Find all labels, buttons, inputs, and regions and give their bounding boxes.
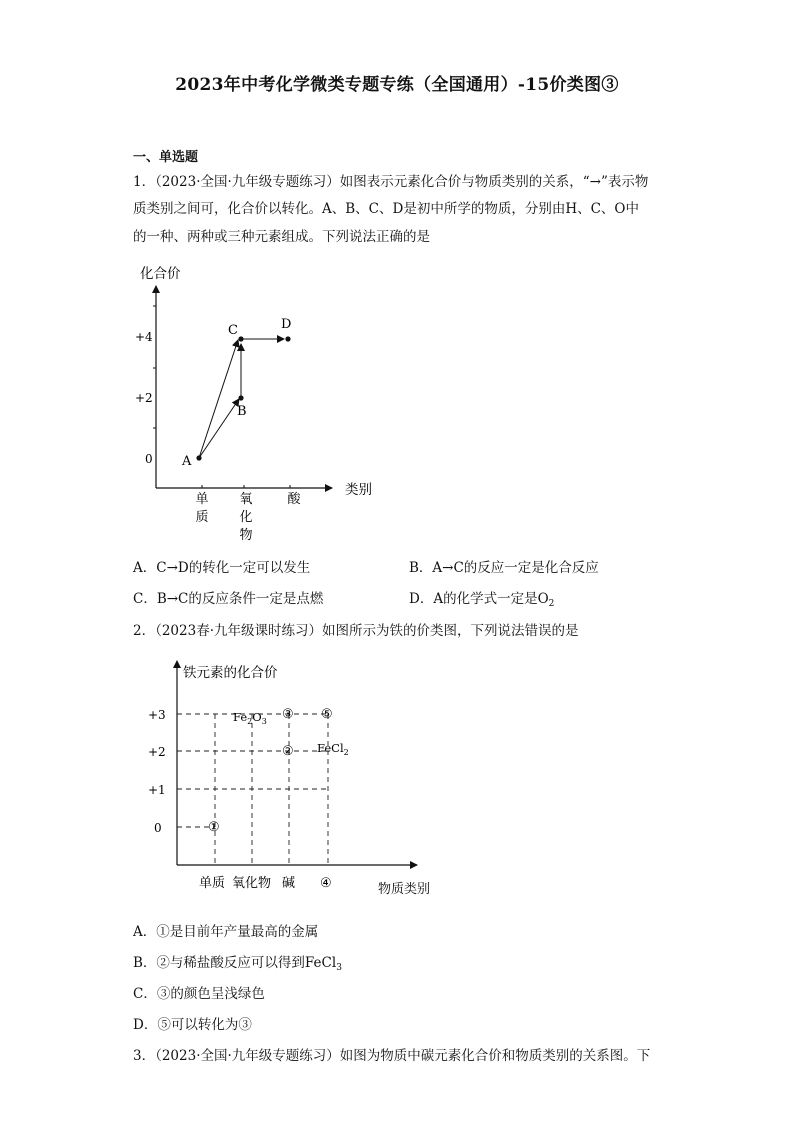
q1-stem-line2: 质类别之间可，化合价以转化。A、B、C、D是初中所学的物质，分别由H、C、O中 [133, 201, 639, 217]
document-title: 2023年中考化学微类专题专练（全国通用）-15价类图③ [175, 75, 619, 95]
q1-option-b[interactable]: B．A→C的反应一定是化合反应 [409, 560, 599, 576]
q1-x-tick-acid: 酸 [287, 492, 301, 507]
q2-stem: 2．（2023春·九年级课时练习）如图所示为铁的价类图，下列说法错误的是 [133, 623, 579, 639]
q1-y-tick-0: 0 [145, 452, 153, 466]
q3-stem: 3．（2023·全国·九年级专题练习）如图为物质中碳元素化合价和物质类别的关系图。下 [133, 1048, 651, 1064]
q1-point-a-label: A [182, 454, 192, 469]
q2-mark-3: ③ [282, 707, 294, 722]
q1-stem-line1: 1．（2023·全国·九年级专题练习）如图表示元素化合价与物质类别的关系，“→”表示物 [133, 174, 649, 190]
q2-mark-1: ① [208, 820, 220, 835]
q2-fecl2-label: FeCl$_2$ [317, 741, 349, 757]
q2-y-tick-0: 0 [154, 821, 162, 835]
q2-y-tick-plus1: +1 [148, 783, 166, 797]
q1-x-tick-oxide: 氧化物 [239, 492, 253, 543]
q1-point-d-label: D [281, 317, 292, 332]
q1-arrow-a-to-b [199, 399, 239, 458]
q1-point-c [238, 336, 243, 341]
q1-point-b-label: B [237, 404, 247, 419]
q1-point-a [196, 455, 201, 460]
q2-option-b-sub: 3 [336, 963, 342, 973]
q2-option-b-text: B．②与稀盐酸反应可以得到FeCl [133, 955, 337, 971]
q2-iron-valence-chart [140, 655, 450, 895]
q2-option-a[interactable]: A．①是目前年产量最高的金属 [133, 924, 319, 940]
q1-point-d [285, 336, 290, 341]
q1-y-tick-plus2: +2 [135, 391, 153, 405]
q2-x-tick-base: 碱 [282, 876, 296, 891]
q2-option-c[interactable]: C．③的颜色呈浅绿色 [133, 986, 265, 1002]
q1-arrow-a-to-c [199, 340, 238, 458]
q1-stem-line3: 的一种、两种或三种元素组成。下列说法正确的是 [133, 229, 430, 245]
q2-option-b[interactable] [133, 951, 342, 973]
q2-y-axis-label: 铁元素的化合价 [183, 665, 278, 681]
q2-mark-2: ② [282, 744, 294, 759]
q2-x-tick-oxide: 氧化物 [232, 876, 272, 891]
q2-mark-5: ⑤ [321, 707, 333, 722]
q2-x-axis-label: 物质类别 [378, 882, 431, 897]
q2-option-d[interactable]: D．⑤可以转化为③ [133, 1017, 252, 1033]
q2-x-tick-elemental: 单质 [199, 876, 226, 891]
q1-valence-chart [120, 258, 400, 548]
q1-y-axis-label: 化合价 [140, 266, 181, 282]
q1-x-axis-label: 类别 [345, 482, 372, 498]
q1-y-tick-plus4: +4 [135, 330, 153, 344]
q1-option-d-sub: 2 [548, 599, 555, 609]
q1-x-tick-elemental: 单质 [195, 492, 209, 525]
q2-x-tick-4: ④ [320, 876, 332, 891]
q1-option-c[interactable]: C．B→C的反应条件一定是点燃 [133, 591, 324, 607]
q2-fe2o3-label: $Fe_2O_3$ [233, 710, 267, 726]
q1-option-d[interactable] [409, 587, 554, 609]
section-heading: 一、单选题 [133, 150, 199, 165]
q2-y-tick-plus3: +3 [148, 708, 166, 722]
q2-y-tick-plus2: +2 [148, 745, 166, 759]
q1-option-a[interactable]: A．C→D的转化一定可以发生 [133, 560, 311, 576]
q1-option-d-text: D．A的化学式一定是O [409, 591, 549, 607]
q1-point-c-label: C [228, 323, 238, 338]
q1-point-b [238, 395, 243, 400]
